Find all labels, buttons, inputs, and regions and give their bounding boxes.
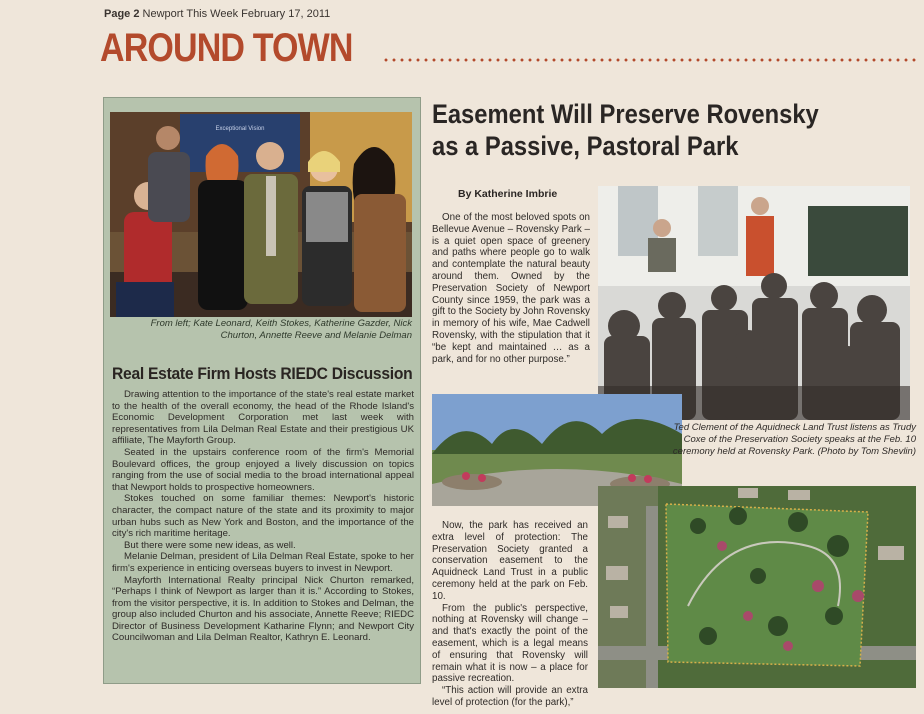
main-paragraph: One of the most beloved spots on Bellevue Avenue – Rovensky Park – is a quiet open space of greenery and paths where people go to walk and contemplate the natural beauty around them. Owned by the Preservation Society of Newport County since 1959, the park was a gift to the Society by John Rovensky in memory of his wife, Mae Cadwell Rovensky, with the stipulation that it “be kept and maintained … as a park, and for no other purpose.” — [432, 212, 590, 365]
sidebar-paragraph: Melanie Delman, president of Lila Delman Real Estate, spoke to her firm's experience in enticing overseas buyers to invest in Newport. — [112, 551, 414, 574]
main-paragraph: “This action will provide an extra level of protection (for the park),” — [432, 685, 588, 708]
main-paragraph: Now, the park has received an extra level of protection: The Preservation Society granted a conservation easement to the Aquidneck Land Trust in a public ceremony held at the park on Feb. 10. — [432, 520, 588, 602]
sidebar-paragraph: Seated in the upstairs conference room of the firm's Memorial Boulevard offices, the group enjoyed a lively discussion on topics ranging from the use of social media to the broad international appeal that Newport holds to prospective homeowners. — [112, 446, 414, 493]
ceremony-photo — [598, 186, 910, 420]
sidebar-paragraph: Stokes touched on some familiar themes: Newport's historic character, the compact nature of the state and its proximity to major urban hubs such as New York and Boston, and the importance of the city's rich maritime heritage. — [112, 493, 414, 540]
main-headline: Easement Will Preserve Rovensky as a Passive, Pastoral Park — [432, 99, 819, 161]
main-body-col2 — [432, 520, 588, 709]
aerial-photo — [598, 486, 916, 688]
byline: By Katherine Imbrie — [458, 188, 558, 200]
section-rule — [382, 58, 918, 62]
section-title: AROUND TOWN — [100, 26, 353, 70]
page-number: Page 2 — [104, 8, 140, 20]
sidebar-paragraph: But there were some new ideas, as well. — [124, 539, 296, 551]
sidebar-paragraph: Drawing attention to the importance of the state's real estate market to the health of the overall economy, the head of the Rhode Island's Economic Development Corporation met last week with representatives from Lila Delman Real Estate and their prestigious UK affiliate, The Mayforth Group. — [112, 389, 414, 447]
sidebar-headline: Real Estate Firm Hosts RIEDC Discussion — [112, 364, 413, 383]
main-body-col1 — [432, 212, 590, 365]
main-paragraph: From the public's perspective, nothing at Rovensky will change – and that's exactly the point of the easement, which is a legal means of ensuring that Rovensky will remain what it is now – a place for passive recreation. — [432, 602, 588, 685]
issue-date: Newport This Week February 17, 2011 — [142, 8, 331, 20]
group-photo — [110, 112, 412, 317]
ceremony-photo-caption: Ted Clement of the Aquidneck Land Trust listens as Trudy Coxe of the Preservation Society speaks at the Feb. 10 ceremony held at Rovensky Park. (Photo by Tom Shevlin) — [672, 422, 916, 457]
sidebar-body — [112, 389, 414, 644]
screen-text: Exceptional Vision — [215, 126, 265, 132]
group-photo-caption: From left; Kate Leonard, Keith Stokes, Katherine Gazder, Nick Churton, Annette Reeve and Melanie Delman — [150, 318, 412, 341]
page-folio — [104, 8, 330, 20]
sidebar-paragraph: Mayforth International Realty principal Nick Churton remarked, “Perhaps I think of Newport as larger than it is.” According to Stokes, from the visitor perspective, it is. In addition to Stokes and Delman, the group also included Churton and his associate, Annette Reeve; RIEDC Director of Business Development Katharine Flynn; and Newport City Councilwoman and Lila Delman Realtor, Kathryn E. Leonard. — [112, 574, 414, 644]
